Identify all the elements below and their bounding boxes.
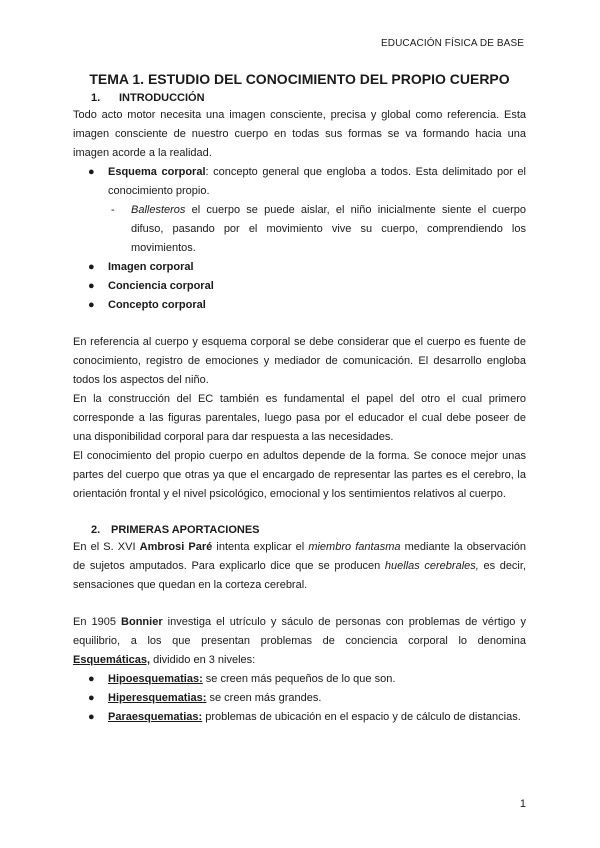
- section-2-title: PRIMERAS APORTACIONES: [111, 524, 260, 536]
- sub-item-text: el cuerpo se puede aislar, el niño inicialmente siente el cuerpo difuso, pasando por el movimiento vive su cuerpo, comprendiendo los movimientos.: [131, 204, 526, 254]
- list-item: [86, 258, 526, 277]
- list-item: [86, 689, 526, 708]
- term-description: : concepto general que engloba a todos. Esta delimitado por el conocimiento propio.: [108, 166, 526, 197]
- bullet-icon: ●: [88, 692, 95, 704]
- section-1-number: 1.: [91, 92, 101, 104]
- section-1-heading: [73, 90, 526, 106]
- term-description: se creen más grandes.: [206, 692, 322, 704]
- term-imagen-corporal: Imagen corporal: [108, 261, 194, 273]
- paragraph-body: El conocimiento del propio cuerpo en adultos depende de la forma. Se conoce mejor unas partes del cuerpo que otras ya que el encargado de representar las partes es el cerebro, la orientación frontal y el nivel psicológico, emocional y los sentimientos relativos al cuerpo.: [73, 450, 526, 500]
- list-item: [111, 201, 526, 258]
- intro-paragraph: Todo acto motor necesita una imagen consciente, precisa y global como referencia. Esta imagen consciente de nuestro cuerpo en todas sus formas se va formando hacia una imagen acorde a la realidad.: [73, 109, 526, 159]
- running-header: EDUCACIÓN FÍSICA DE BASE: [381, 38, 524, 49]
- name-bonnier: Bonnier: [121, 616, 163, 628]
- author-ballesteros: Ballesteros: [131, 204, 186, 216]
- page-title: TEMA 1. ESTUDIO DEL CONOCIMIENTO DEL PROPIO CUERPO: [89, 71, 510, 87]
- term-esquema-corporal: Esquema corporal: [108, 166, 206, 178]
- bullet-icon: ●: [88, 711, 95, 723]
- term-miembro-fantasma: miembro fantasma: [308, 541, 401, 553]
- page-number: 1: [519, 798, 526, 810]
- bullet-icon: ●: [88, 166, 95, 178]
- name-ambrosi-pare: Ambrosi Paré: [139, 541, 213, 553]
- sub-list: [73, 201, 526, 258]
- term-description: problemas de ubicación en el espacio y de cálculo de distancias.: [202, 711, 521, 723]
- section-2-number: 2.: [91, 524, 101, 536]
- paragraph-body: En referencia al cuerpo y esquema corporal se debe considerar que el cuerpo es fuente de conocimiento, registro de emociones y mediador de comunicación. El desarrollo engloba todos los aspectos del niño.: [73, 336, 526, 386]
- term-hipoesquematias: Hipoesquematias:: [108, 673, 203, 685]
- list-item: [86, 670, 526, 689]
- term-concepto-corporal: Concepto corporal: [108, 299, 206, 311]
- term-hiperesquematias: Hiperesquematias:: [108, 692, 207, 704]
- page-content: [73, 70, 526, 727]
- levels-list: [73, 670, 526, 727]
- concept-list: [73, 163, 526, 201]
- term-paraesquematias: Paraesquematias:: [108, 711, 203, 723]
- list-item: [86, 277, 526, 296]
- bullet-icon: ●: [88, 299, 95, 311]
- bullet-icon: ●: [88, 261, 95, 273]
- list-item: [86, 163, 526, 201]
- list-item: [86, 296, 526, 315]
- term-description: se creen más pequeños de lo que son.: [202, 673, 396, 685]
- section-1-title: INTRODUCCIÓN: [119, 92, 205, 104]
- term-conciencia-corporal: Conciencia corporal: [108, 280, 214, 292]
- concept-list-2: [73, 258, 526, 315]
- section-2-heading: [73, 522, 526, 538]
- bullet-icon: ●: [88, 280, 95, 292]
- term-huellas-cerebrales: huellas cerebrales,: [384, 560, 479, 572]
- term-esquematicas: Esquemáticas,: [73, 654, 151, 666]
- list-item: [86, 708, 526, 727]
- paragraph-pare: En el S. XVI Ambrosi Paré intenta explicar el miembro fantasma mediante la observación de sujetos amputados. Para explicarlo dice que se producen huellas cerebrales, es decir, sensaciones que quedan en la corteza cerebral.: [73, 541, 527, 591]
- dash-icon: -: [111, 204, 115, 216]
- paragraph-bonnier: En 1905 Bonnier investiga el utrículo y sáculo de personas con problemas de vértigo y equilibrio, a los que presentan problemas de conciencia corporal lo denomina Esquemáticas, dividido en 3 niveles:: [73, 616, 526, 666]
- bullet-icon: ●: [88, 673, 95, 685]
- paragraph-body: En la construcción del EC también es fundamental el papel del otro el cual primero corresponde a las figuras parentales, luego pasa por el educador el cual debe poseer de una disponibilidad corporal para dar respuesta a las necesidades.: [73, 393, 526, 443]
